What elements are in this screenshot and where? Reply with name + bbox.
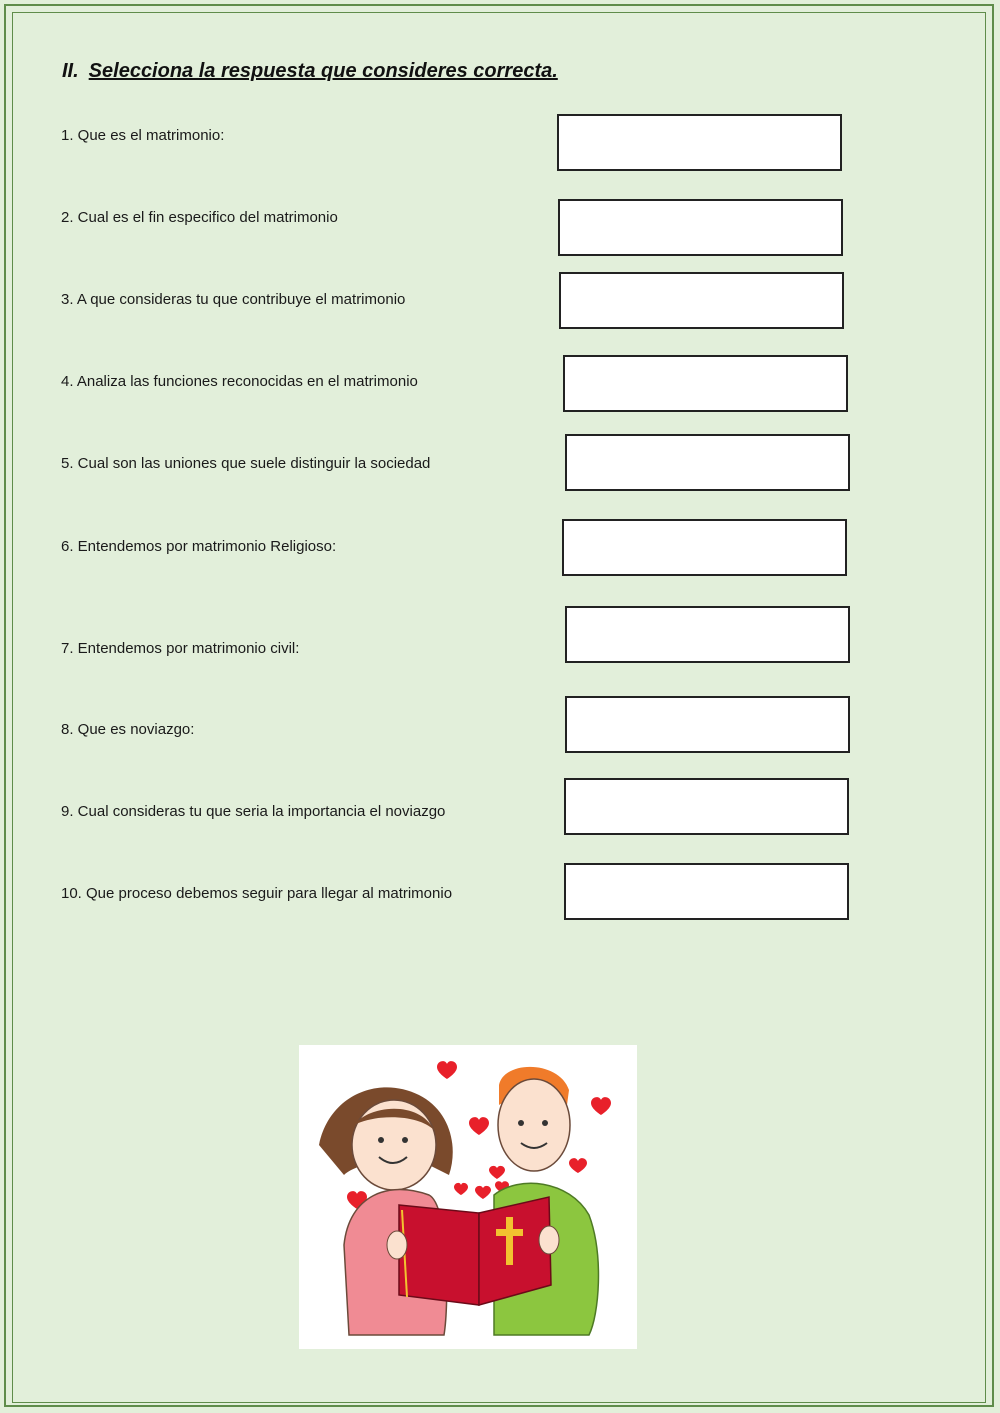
question-8-label: 8. Que es noviazgo:: [61, 721, 195, 738]
answer-box-9[interactable]: [564, 778, 849, 835]
answer-box-8[interactable]: [565, 696, 850, 753]
cross-icon: [506, 1217, 513, 1265]
answer-box-6[interactable]: [562, 519, 847, 576]
section-heading: [62, 60, 558, 83]
question-3-label: 3. A que consideras tu que contribuye el matrimonio: [61, 291, 406, 308]
couple-illustration: [299, 1045, 637, 1349]
answer-box-1[interactable]: [557, 114, 842, 171]
answer-box-4[interactable]: [563, 355, 848, 412]
answer-box-10[interactable]: [564, 863, 849, 920]
question-1-label: 1. Que es el matrimonio:: [61, 127, 225, 144]
answer-box-5[interactable]: [565, 434, 850, 491]
question-9-label: 9. Cual consideras tu que seria la importancia el noviazgo: [61, 803, 446, 820]
question-2-label: 2. Cual es el fin especifico del matrimonio: [61, 209, 338, 226]
question-5-label: 5. Cual son las uniones que suele distinguir la sociedad: [61, 455, 431, 472]
question-7-label: 7. Entendemos por matrimonio civil:: [61, 640, 300, 657]
section-number: II.: [62, 60, 79, 82]
answer-box-3[interactable]: [559, 272, 844, 329]
question-4-label: 4. Analiza las funciones reconocidas en el matrimonio: [61, 373, 418, 390]
couple-reading-bible-icon: [299, 1045, 637, 1349]
section-instruction: Selecciona la respuesta que consideres correcta.: [88, 60, 558, 82]
answer-box-2[interactable]: [558, 199, 843, 256]
answer-box-7[interactable]: [565, 606, 850, 663]
question-10-label: 10. Que proceso debemos seguir para llegar al matrimonio: [61, 885, 453, 902]
question-6-label: 6. Entendemos por matrimonio Religioso:: [61, 538, 337, 555]
